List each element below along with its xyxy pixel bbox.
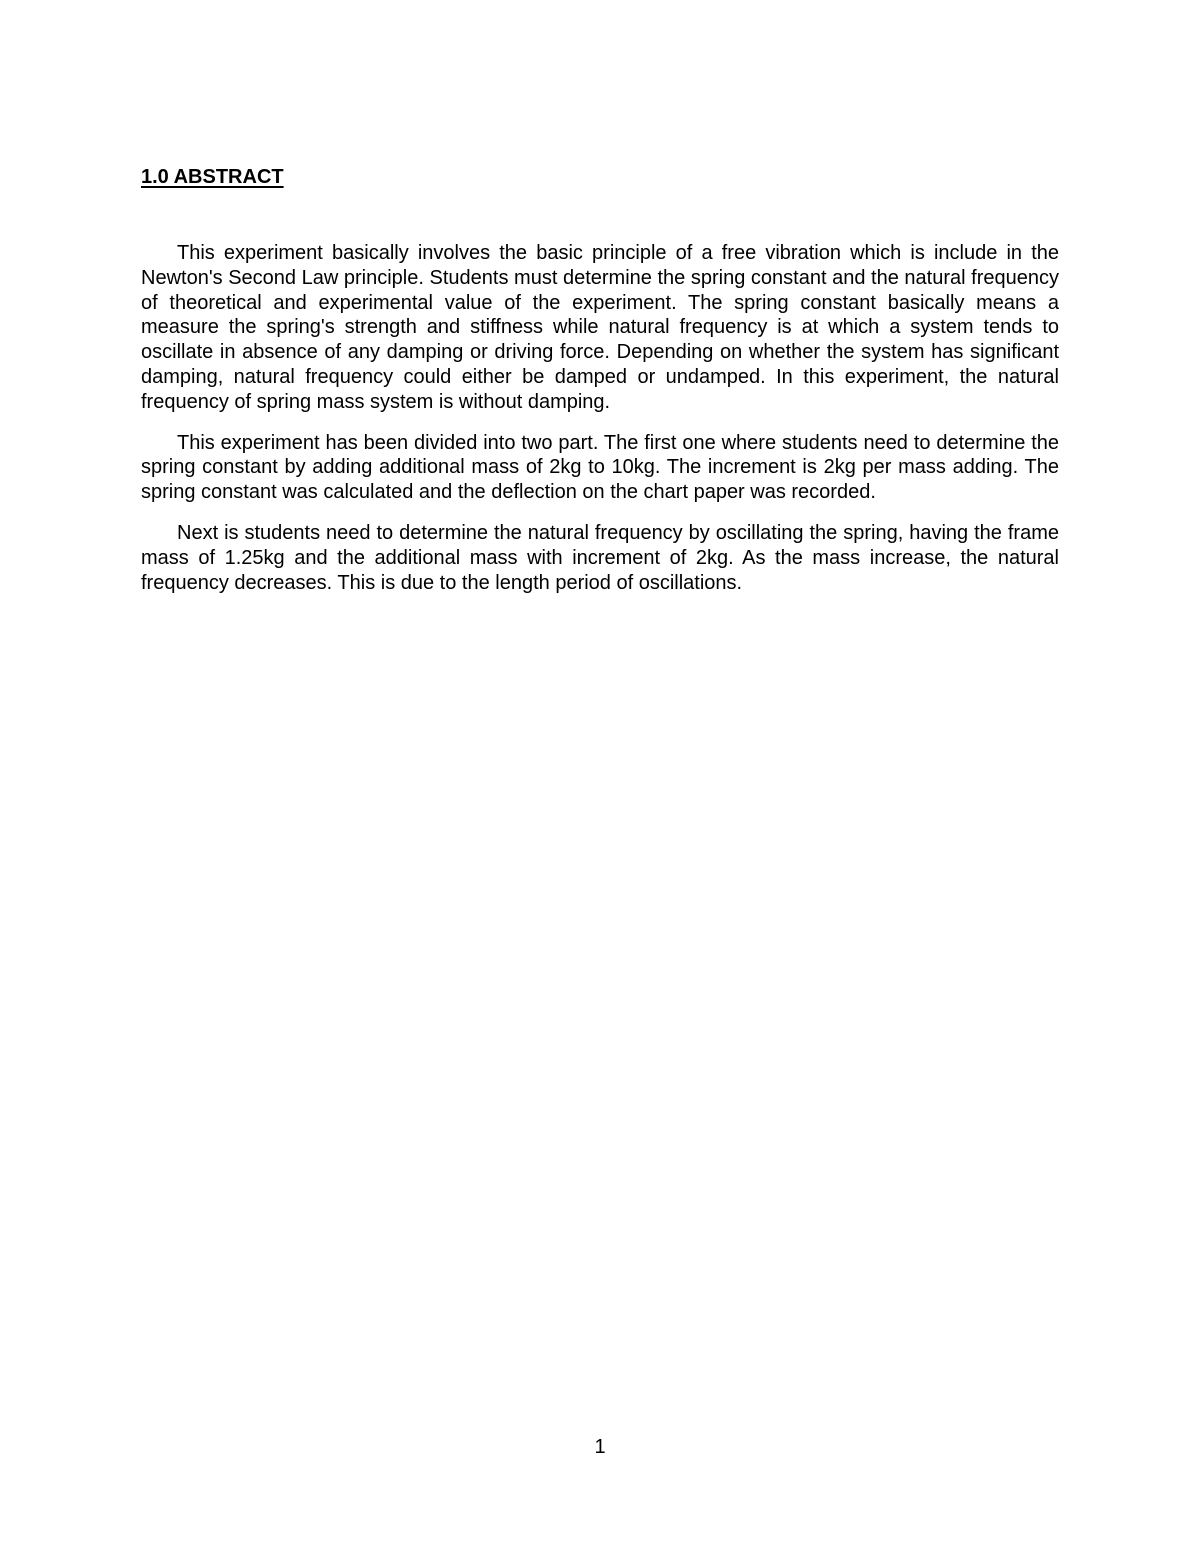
abstract-paragraph-3: Next is students need to determine the natural frequency by oscillating the spring, having the frame mass of 1.25kg and the additional mass with increment of 2kg. As the mass increase, the natural frequency decreases. This is due to the length period of oscillations.: [141, 521, 1059, 594]
page-content: [141, 163, 1059, 611]
section-heading: 1.0 ABSTRACT: [141, 166, 284, 188]
abstract-paragraph-1: This experiment basically involves the basic principle of a free vibration which is include in the Newton's Second Law principle. Students must determine the spring constant and the natural frequency of theoretical and experimental value of the experiment. The spring constant basically means a measure the spring's strength and stiffness while natural frequency is at which a system tends to oscillate in absence of any damping or driving force. Depending on whether the system has significant damping, natural frequency could either be damped or undamped. In this experiment, the natural frequency of spring mass system is without damping.: [141, 242, 1059, 413]
page-number: 1: [594, 1436, 606, 1458]
abstract-paragraph-2: This experiment has been divided into two part. The first one where students need to determine the spring constant by adding additional mass of 2kg to 10kg. The increment is 2kg per mass adding. The spring constant was calculated and the deflection on the chart paper was recorded.: [141, 431, 1059, 504]
